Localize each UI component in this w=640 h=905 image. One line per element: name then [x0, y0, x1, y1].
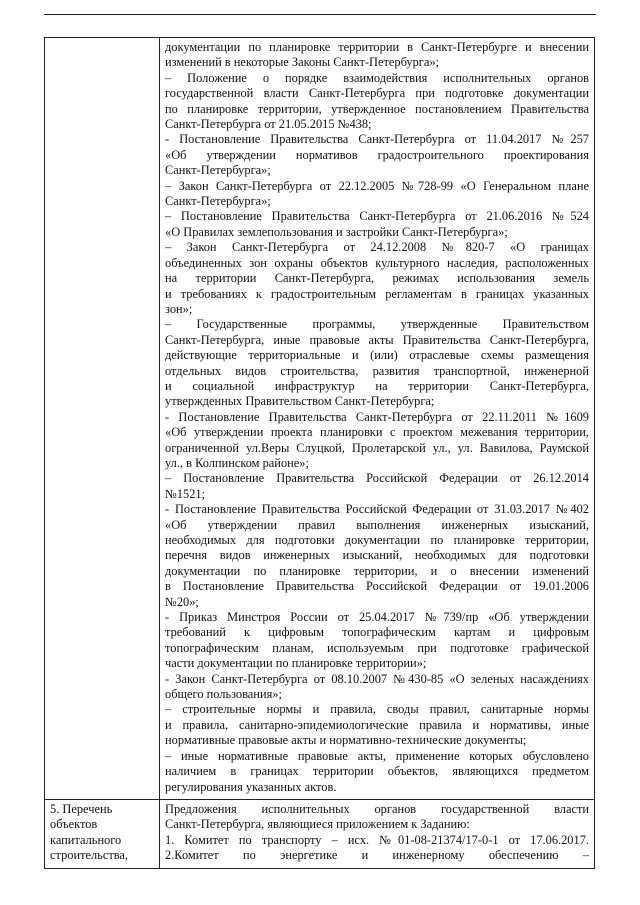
- text-line: зон»;: [165, 301, 193, 316]
- row1-left-cell: [45, 38, 160, 800]
- text-line: требований к цифровым топографическим картам и цифровым: [165, 625, 589, 640]
- text-line: №1521;: [165, 486, 206, 501]
- text-line: отдельных видов строительства, развития транспортной, инженерной: [165, 363, 589, 378]
- text-line: перечня видов инженерных изысканий, необходимых для подготовки: [165, 548, 589, 563]
- text-line: действующие территориальные и (или) отраслевые схемы размещения: [165, 348, 589, 363]
- row2-left-cell: [45, 799, 160, 868]
- text-line: «Об утверждении нормативов градостроительного проектирования: [165, 147, 589, 162]
- text-line: – Постановление Правительства Санкт-Петербурга от 21.06.2016 №524: [165, 209, 589, 224]
- text-line: – Положение о порядке взаимодействия исполнительных органов: [165, 70, 589, 85]
- text-line: – иные нормативные правовые акты, применение которых обусловлено: [165, 748, 589, 763]
- text-line: регулирования указанных актов.: [165, 779, 337, 794]
- heading-line: объектов: [50, 817, 98, 832]
- text-line: необходимых для подготовки документации по планировке территории,: [165, 533, 589, 547]
- text-line: 1. Комитет по транспорту – исх. №01-08-21374/17-0-1 от 17.06.2017.: [165, 832, 589, 847]
- text-line: ограниченной ул.Веры Слуцкой, Пролетарской ул., ул. Вавилова, Раумской: [165, 440, 589, 455]
- text-line: «Об утверждении проекта планировки с проектом межевания территории,: [165, 425, 589, 440]
- text-line: «О Правилах землепользования и застройки Санкт-Петербурга»;: [165, 224, 508, 239]
- text-line: государственной власти Санкт-Петербурга при подготовке документации: [165, 86, 589, 101]
- text-line: - Постановление Правительства Санкт-Петербурга от 11.04.2017 №257: [165, 132, 589, 147]
- text-line: – Государственные программы, утвержденные Правительством: [165, 317, 589, 332]
- text-line: и правила, санитарно-эпидемиологические правила и нормативы, иные: [165, 717, 589, 732]
- text-line: в Постановление Правительства Российской Федерации от 19.01.2006: [165, 579, 589, 594]
- text-line: и социальной инфраструктур на территории Санкт-Петербурга,: [165, 378, 589, 393]
- text-line: – строительные нормы и правила, своды правил, санитарные нормы: [165, 702, 589, 717]
- text-line: №20»;: [165, 594, 199, 609]
- text-line: нормативные правовые акты и нормативно-технические документы;: [165, 733, 527, 748]
- text-line: – Закон Санкт-Петербурга от 24.12.2008 №820-7 «О границах: [165, 240, 589, 255]
- text-line: 2.Комитет по энергетике и инженерному обеспечению –: [165, 848, 589, 863]
- text-line: – Закон Санкт-Петербурга от 22.12.2005 №728-99 «О Генеральном плане: [165, 178, 589, 193]
- row2-right-cell: [160, 799, 595, 868]
- text-line: Санкт-Петербурга, являющиеся приложением к Заданию:: [165, 817, 470, 832]
- text-line: на территории Санкт-Петербурга, режимах использования земель: [165, 271, 589, 286]
- heading-line: строительства,: [50, 848, 129, 863]
- heading-line: капитального: [50, 832, 122, 847]
- text-line: части документации по планировке территории»;: [165, 656, 427, 671]
- text-line: Санкт-Петербурга»;: [165, 163, 271, 178]
- section-heading: [45, 800, 159, 868]
- normative-acts-list: [160, 38, 594, 799]
- row1-right-cell: [160, 38, 595, 800]
- text-line: документации по планировке территории в Санкт-Петербурге и внесении: [165, 40, 589, 54]
- text-line: – Постановление Правительства Российской Федерации от 26.12.2014: [165, 471, 589, 486]
- heading-line: 5. Перечень: [50, 801, 113, 816]
- requirements-table: [44, 37, 595, 869]
- text-line: Санкт-Петербурга, иные правовые акты Правительства Санкт-Петербурга,: [165, 332, 589, 347]
- text-line: объединенных зон охраны объектов культурного наследия, расположенных: [165, 255, 589, 270]
- text-line: Санкт-Петербурга от 21.05.2015 №438;: [165, 117, 372, 132]
- text-line: по планировке территории, утвержденное постановлением Правительства: [165, 101, 589, 116]
- text-line: топографическим планам, используемым при подготовке графической: [165, 640, 589, 655]
- text-line: документации по планировке территории, и о внесении изменений: [165, 563, 589, 578]
- text-line: утвержденных Правительством Санкт-Петербурга;: [165, 394, 435, 409]
- text-line: изменений в некоторые Законы Санкт-Петербурга»;: [165, 55, 440, 70]
- top-border-line: [44, 14, 596, 15]
- text-line: ул., в Колпинском районе»;: [165, 455, 309, 470]
- text-line: общего пользования»;: [165, 687, 282, 702]
- text-line: - Постановление Правительства Санкт-Петербурга от 22.11.2011 №1609: [165, 409, 589, 424]
- text-line: - Приказ Минстроя России от 25.04.2017 №739/пр «Об утверждении: [165, 610, 589, 625]
- text-line: - Закон Санкт-Петербурга от 08.10.2007 №430-85 «О зеленых насаждениях: [165, 671, 589, 686]
- text-line: «Об утверждении правил выполнения инженерных изысканий,: [165, 517, 589, 532]
- text-line: и требованиях к градостроительным регламентам в границах указанных: [165, 286, 589, 301]
- text-line: Санкт-Петербурга»;: [165, 194, 271, 209]
- proposals-list: [160, 800, 594, 868]
- text-line: Предложения исполнительных органов государственной власти: [165, 801, 589, 816]
- text-line: наличием в границах территории объектов, являющихся предметом: [165, 764, 589, 779]
- table-row: [45, 799, 595, 868]
- text-line: - Постановление Правительства Российской Федерации от 31.03.2017 №402: [165, 502, 589, 517]
- table-row: [45, 38, 595, 800]
